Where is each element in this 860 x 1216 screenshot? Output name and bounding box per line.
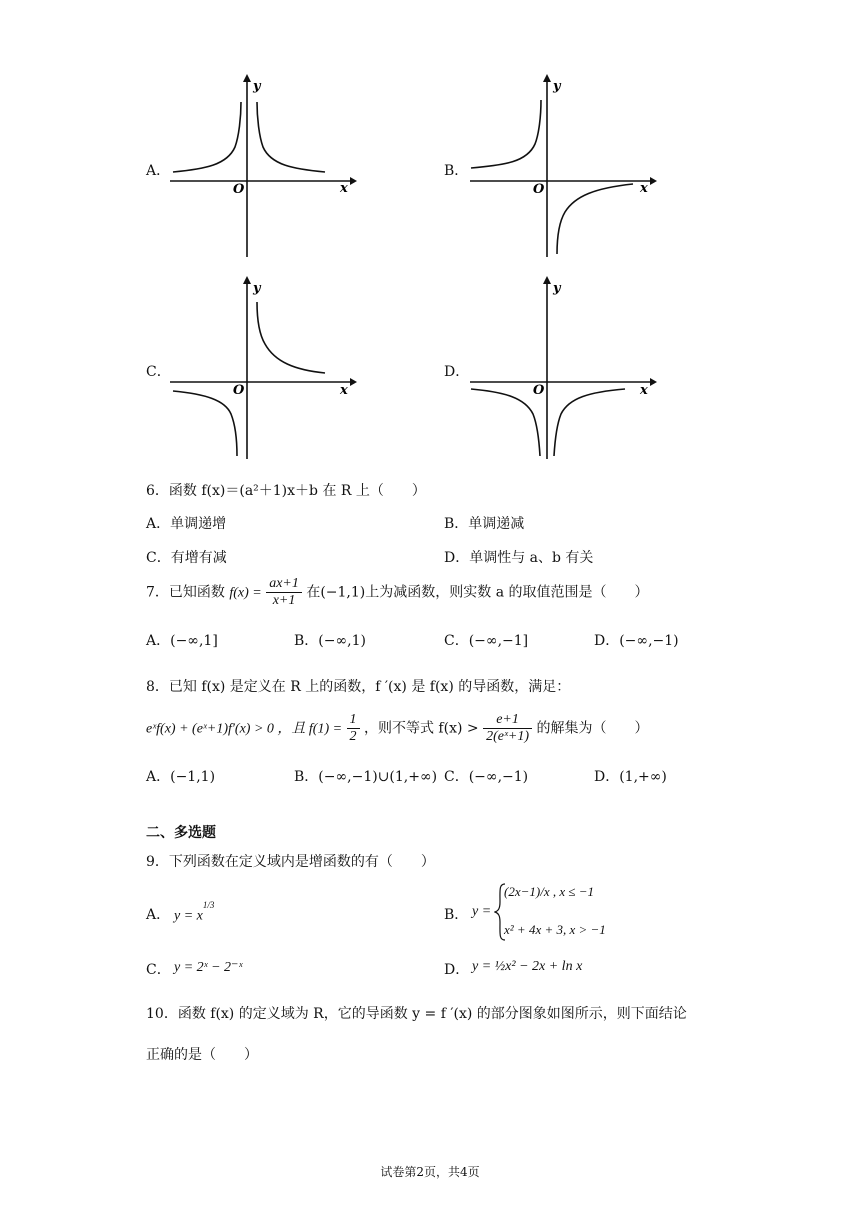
q9-c-label: C．	[146, 962, 171, 978]
y-axis-arrow	[243, 276, 251, 284]
y-axis-label: y	[253, 281, 261, 296]
x-axis-arrow	[650, 378, 657, 386]
q6-stem: 6．函数 f(x)＝(a²＋1)x＋b 在 R 上（ ）	[146, 483, 426, 499]
q8-ineq-num: e+1	[483, 712, 532, 729]
y-axis-label: y	[253, 79, 261, 94]
origin-label: O	[233, 182, 245, 197]
q8-option-b: B．(−∞,−1)∪(1,+∞)	[294, 769, 438, 785]
q8-condition: eˣf(x) + (eˣ+1)f′(x) > 0 ，且 f(1) =	[146, 721, 343, 737]
q7-denominator: x+1	[272, 593, 296, 608]
q6-option-a: A．单调递增	[146, 516, 227, 532]
q8-ineq-den: 2(eˣ+1)	[486, 729, 530, 744]
x-axis-arrow	[350, 378, 357, 386]
origin-label: O	[533, 383, 545, 398]
q10-line2: 正确的是（ ）	[146, 1047, 258, 1063]
q9-d-label: D．	[444, 962, 470, 978]
graph-b	[465, 72, 660, 262]
q7-numerator: ax+1	[266, 576, 302, 593]
q9-d-expr: y = ½x² − 2x + ln x	[472, 959, 583, 974]
q8-tail: 的解集为（ ）	[536, 720, 649, 737]
q8-line2	[146, 712, 648, 745]
q6-option-b: B．单调递减	[444, 516, 525, 532]
x-axis-label: x	[340, 181, 348, 196]
q7-suffix: 在(−1,1)上为减函数，则实数 a 的取值范围是（ ）	[306, 584, 649, 601]
q8-half-num: 1	[347, 712, 360, 729]
option-c-label: C．	[146, 364, 171, 380]
graph-a	[165, 72, 360, 262]
q8-half	[347, 712, 360, 745]
option-b-label: B．	[444, 163, 469, 179]
q7-stem	[146, 576, 649, 609]
curve-left	[471, 389, 540, 456]
q9-c-expr: y = 2ˣ − 2⁻ˣ	[174, 960, 243, 975]
origin-label: O	[533, 182, 545, 197]
section-title: 二、多选题	[146, 825, 216, 841]
q9-b-label: B．	[444, 907, 469, 923]
q7-fx: f(x) =	[229, 585, 262, 601]
q9-b-case2: x² + 4x + 3, x > −1	[504, 922, 606, 937]
curve-left	[173, 102, 241, 172]
curve-left	[173, 391, 237, 456]
q7-option-d: D．(−∞,−1)	[594, 633, 679, 649]
curve-left	[471, 100, 541, 168]
x-axis-label: x	[640, 181, 648, 196]
q7-option-b: B．(−∞,1)	[294, 633, 366, 649]
page-footer: 试卷第2页，共4页	[380, 1165, 480, 1179]
q9-a-label: A．	[146, 907, 171, 923]
q6-option-d: D．单调性与 a、b 有关	[444, 550, 594, 566]
x-axis-arrow	[350, 177, 357, 185]
option-d-label: D．	[444, 364, 470, 380]
q8-ineq-fraction	[483, 712, 532, 745]
origin-label: O	[233, 383, 245, 398]
q8-option-a: A．(−1,1)	[146, 769, 216, 785]
q9-b-case1: (2x−1)/x , x ≤ −1	[504, 884, 595, 899]
q7-option-a: A．(−∞,1]	[146, 633, 218, 649]
option-a-label: A．	[146, 163, 171, 179]
q9-b-expr: y =	[472, 904, 492, 919]
y-axis-arrow	[243, 74, 251, 82]
q7-fraction	[266, 576, 302, 609]
q7-option-c: C．(−∞,−1]	[444, 633, 529, 649]
q7-prefix: 7．已知函数	[146, 584, 225, 601]
q8-option-c: C．(−∞,−1)	[444, 769, 529, 785]
q8-ineq-text: ，则不等式 f(x) >	[363, 720, 479, 737]
y-axis-arrow	[543, 276, 551, 284]
y-axis-label: y	[553, 281, 561, 296]
curve-right	[554, 389, 625, 456]
q6-option-c: C．有增有减	[146, 550, 227, 566]
x-axis-label: x	[340, 383, 348, 398]
q10-line1: 10．函数 f(x) 的定义域为 R，它的导函数 y = f ′(x) 的部分图象如图所示，则下面结论	[146, 1006, 687, 1022]
q9-a-base: y = x	[174, 908, 203, 924]
q8-half-den: 2	[349, 729, 357, 744]
curve-right	[557, 184, 633, 254]
y-axis-arrow	[543, 74, 551, 82]
x-axis-arrow	[650, 177, 657, 185]
q9-stem: 9．下列函数在定义域内是增函数的有（ ）	[146, 854, 435, 870]
q8-line1: 8．已知 f(x) 是定义在 R 上的函数，f ′(x) 是 f(x) 的导函数，满足：	[146, 679, 571, 695]
y-axis-label: y	[553, 79, 561, 94]
q9-a-exponent: 1/3	[202, 900, 215, 910]
q8-option-d: D．(1,+∞)	[594, 769, 667, 785]
curve-right	[257, 102, 325, 172]
graph-c	[165, 274, 360, 464]
q9-a-expr	[174, 900, 215, 925]
curve-right	[257, 302, 325, 373]
x-axis-label: x	[640, 383, 648, 398]
graph-d	[465, 274, 660, 464]
